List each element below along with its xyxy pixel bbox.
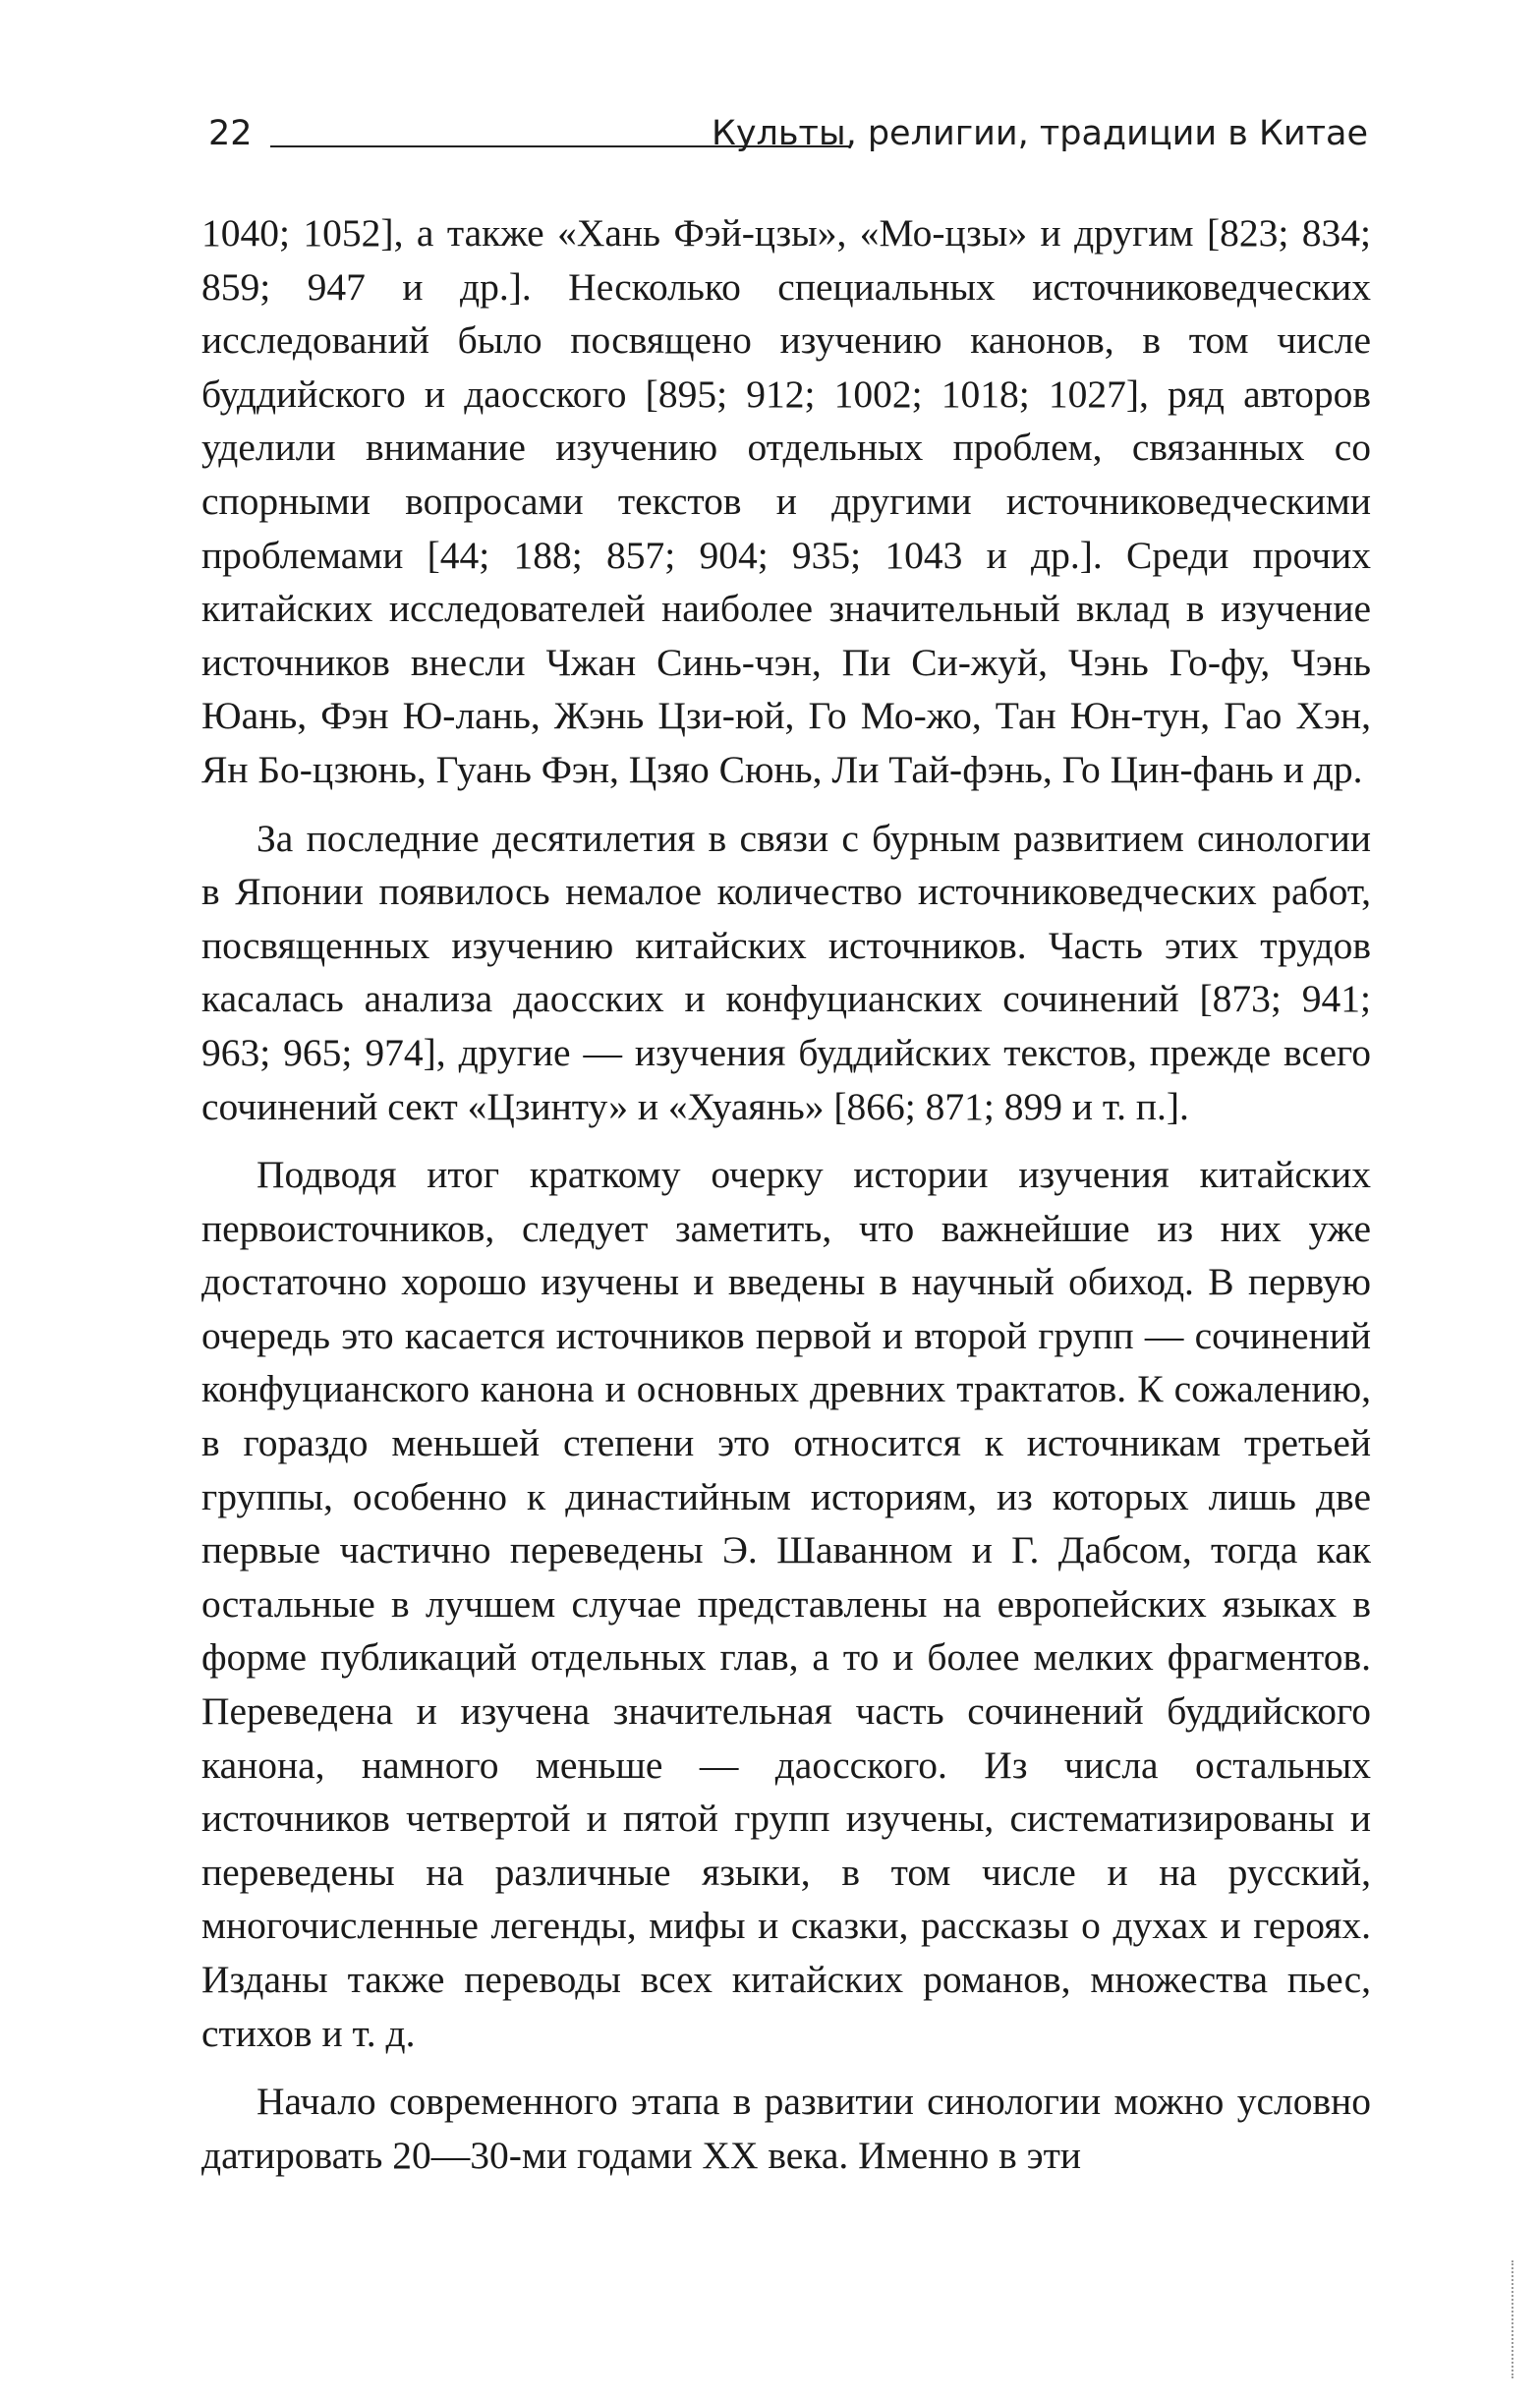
paragraph: Начало современного этапа в развитии синологии можно условно датировать 20—30-ми годами XX века. Именно в эти <box>201 2080 1371 2177</box>
paragraph-continued: 1040; 1052], а также «Хань Фэй-цзы», «Мо-цзы» и другим [823; 834; 859; 947 и др.]. Несколько специальных источниковедческих исследований было посвящено изучению канонов, в том числе буддийского и даосского [895; 912; 1002; 1018; 1027], ряд авторов уделили внимание изучению отдельных проблем, связанных со спорными вопросами текстов и другими источниковедческими проблемами [44; 188; 857; 904; 935; 1043 и др.]. Среди прочих китайских исследователей наиболее значительный вклад в изучение источников внесли Чжан Синь-чэн, Пи Си-жуй, Чэнь Го-фу, Чэнь Юань, Фэн Ю-лань, Жэнь Цзи-юй, Го Мо-жо, Тан Юн-тун, Гао Хэн, Ян Бо-цзюнь, Гуань Фэн, Цзяо Сюнь, Ли Тай-фэнь, Го Цин-фань и др. <box>201 211 1371 791</box>
page-header <box>208 108 1368 163</box>
page-number: 22 <box>208 114 253 153</box>
scan-edge-marks <box>1511 2260 1517 2378</box>
body-text <box>201 206 1371 2197</box>
paragraph: За последние десятилетия в связи с бурным развитием синологии в Японии появилось немалое количество источниковедческих работ, посвященных изучению китайских источников. Часть этих трудов касалась анализа даосских и конфуцианских сочинений [873; 941; 963; 965; 974], другие — изучения буддийских текстов, прежде всего сочинений сект «Цзинту» и «Хуаянь» [866; 871; 899 и т. п.]. <box>201 816 1371 1128</box>
running-title: Культы, религии, традиции в Китае <box>712 114 1368 153</box>
paragraph: Подводя итог краткому очерку истории изучения китайских первоисточников, следует заметить, что важнейшие из них уже достаточно хорошо изучены и введены в научный обиход. В первую очередь это касается источников первой и второй групп — сочинений конфуцианского канона и основных древних трактатов. К сожалению, в гораздо меньшей степени это относится к источникам третьей группы, особенно к династийным историям, из которых лишь две первые частично переведены Э. Шаванном и Г. Дабсом, тогда как остальные в лучшем случае представлены на европейских языках в форме публикаций отдельных глав, а то и более мелких фрагментов. Переведена и изучена значительная часть сочинений буддийского канона, намного меньше — даосского. Из числа остальных источников четвертой и пятой групп изучены, систематизированы и переведены на различные языки, в том числе и на русский, многочисленные легенды, мифы и сказки, рассказы о духах и героях. Изданы также переводы всех китайских романов, множества пьес, стихов и т. д. <box>201 1153 1371 2055</box>
